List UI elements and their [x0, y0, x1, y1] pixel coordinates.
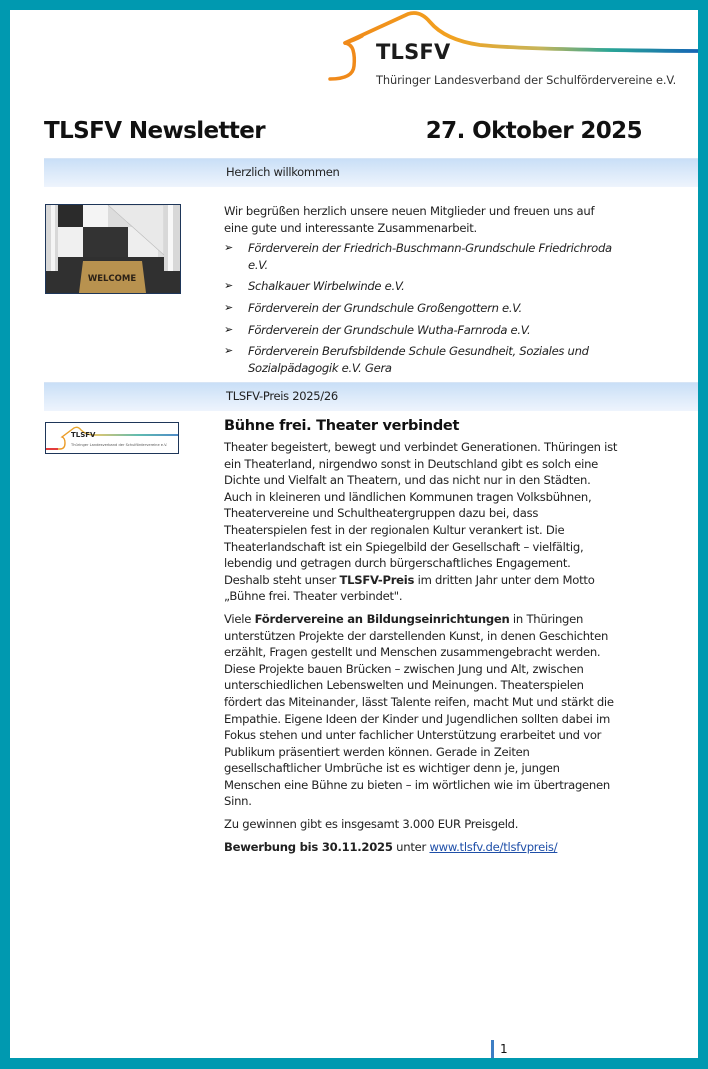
welcome-doorway-illustration — [46, 205, 180, 293]
section-label-prize: TLSFV-Preis 2025/26 — [226, 389, 338, 403]
prize-money: Zu gewinnen gibt es insgesamt 3.000 EUR Preisgeld. — [224, 817, 519, 832]
arrowhead-bullet-icon: ➢ — [224, 241, 233, 255]
newsletter-page — [10, 10, 698, 1058]
emphasis-bold: Fördervereine an Bildungseinrichtungen — [254, 611, 510, 626]
prize-logo-swoosh — [46, 423, 178, 453]
member-name: Förderverein Berufsbildende Schule Gesundheit, Soziales und Sozialpädagogik e.V. Gera — [248, 344, 589, 375]
welcome-intro: Wir begrüßen herzlich unsere neuen Mitglieder und freuen uns auf eine gute und interessante Zusammenarbeit. — [224, 204, 595, 235]
prize-name-bold: TLSFV-Preis — [339, 572, 415, 587]
section-bar-welcome — [44, 158, 698, 187]
prize-paragraph-1 — [224, 439, 619, 605]
newsletter-date: 27. Oktober 2025 — [425, 118, 642, 144]
member-item — [224, 240, 619, 273]
logo-subtitle: Thüringer Landesverband der Schulfördervereine e.V. — [376, 73, 677, 87]
welcome-mat-image — [45, 204, 181, 294]
prize-logo-image — [45, 422, 179, 454]
member-item — [224, 278, 619, 295]
member-name: Schalkauer Wirbelwinde e.V. — [248, 279, 405, 294]
prize-paragraph-2 — [224, 611, 619, 810]
section-bar-prize — [44, 382, 698, 411]
arrowhead-bullet-icon: ➢ — [224, 300, 233, 314]
welcome-mat-label: WELCOME — [87, 274, 137, 284]
page-number-marker — [491, 1040, 494, 1058]
paragraph-text: Theater begeistert, bewegt und verbindet Generationen. Thüringen ist ein Theaterland, nirgendwo sonst in Deutschland gibt es solch eine Dichte und Vielfalt an Theatern, und das nicht nur in den Städten. Auch in kleineren und ländlichen Kommunen tragen Volksbühnen, Theatervereine und Schultheatergruppen dazu bei, dass Theaterspielen fest in der regionalen Kultur verankert ist. Die Theaterlandschaft ist ein Spiegelbild der Gesellschaft – vielfältig, lebendig und getragen durch bürgerschaftliches Engagement. Deshalb steht unser — [224, 440, 618, 587]
new-members-list — [224, 240, 619, 376]
paragraph-text: Viele — [224, 611, 255, 626]
prize-link[interactable]: www.tlsfv.de/tlsfvpreis/ — [429, 839, 558, 854]
prize-content — [224, 418, 619, 855]
member-name: Förderverein der Friedrich-Buschmann-Grundschule Friedrichroda e.V. — [248, 241, 612, 272]
page-number: 1 — [500, 1042, 508, 1056]
deadline-bold: Bewerbung bis 30.11.2025 — [224, 839, 393, 854]
member-name: Förderverein der Grundschule Wutha-Farnroda e.V. — [248, 322, 531, 337]
arrowhead-bullet-icon: ➢ — [224, 322, 233, 336]
arrowhead-bullet-icon: ➢ — [224, 279, 233, 293]
application-deadline — [224, 839, 619, 856]
prize-logo-subtitle: Thüringer Landesverband der Schulfördervereine e.V. — [71, 443, 168, 447]
prize-logo-title: TLSFV — [71, 431, 96, 439]
member-item — [224, 343, 619, 376]
newsletter-title: TLSFV Newsletter — [44, 118, 266, 144]
paragraph-text: in Thüringen unterstützen Projekte der darstellenden Kunst, in denen Geschichten erzählt, Fragen gestellt und Menschen zusammengebracht werden. Diese Projekte bauen Brücken – zwischen Jung und Alt, zwischen unterschiedlichen Lebenswelten und Meinungen. Theaterspielen fördert das Miteinander, lässt Talente reifen, macht Mut und stärkt die Empathie. Eigene Ideen der Kinder und Jugendlichen sollten dabei im Fokus stehen und unter fachlicher Unterstützung erarbeitet und vor Publikum präsentiert werden können. Gerade in Zeiten gesellschaftlicher Umbrüche ist es wichtiger denn je, jungen Menschen eine Bühne zu bieten – im wörtlichen wie im übertragenen Sinn. — [224, 611, 614, 809]
arrowhead-bullet-icon: ➢ — [224, 344, 233, 358]
article-title: Bühne frei. Theater verbindet — [224, 418, 460, 434]
paragraph-text: unter — [392, 839, 430, 854]
section-label-welcome: Herzlich willkommen — [226, 165, 340, 179]
welcome-content — [224, 203, 619, 381]
member-name: Förderverein der Grundschule Großengottern e.V. — [248, 300, 522, 315]
member-item — [224, 322, 619, 339]
logo-title: TLSFV — [376, 40, 451, 64]
member-item — [224, 300, 619, 317]
paragraph-text: im dritten Jahr unter dem Motto „Bühne frei. Theater verbindet". — [224, 572, 595, 604]
